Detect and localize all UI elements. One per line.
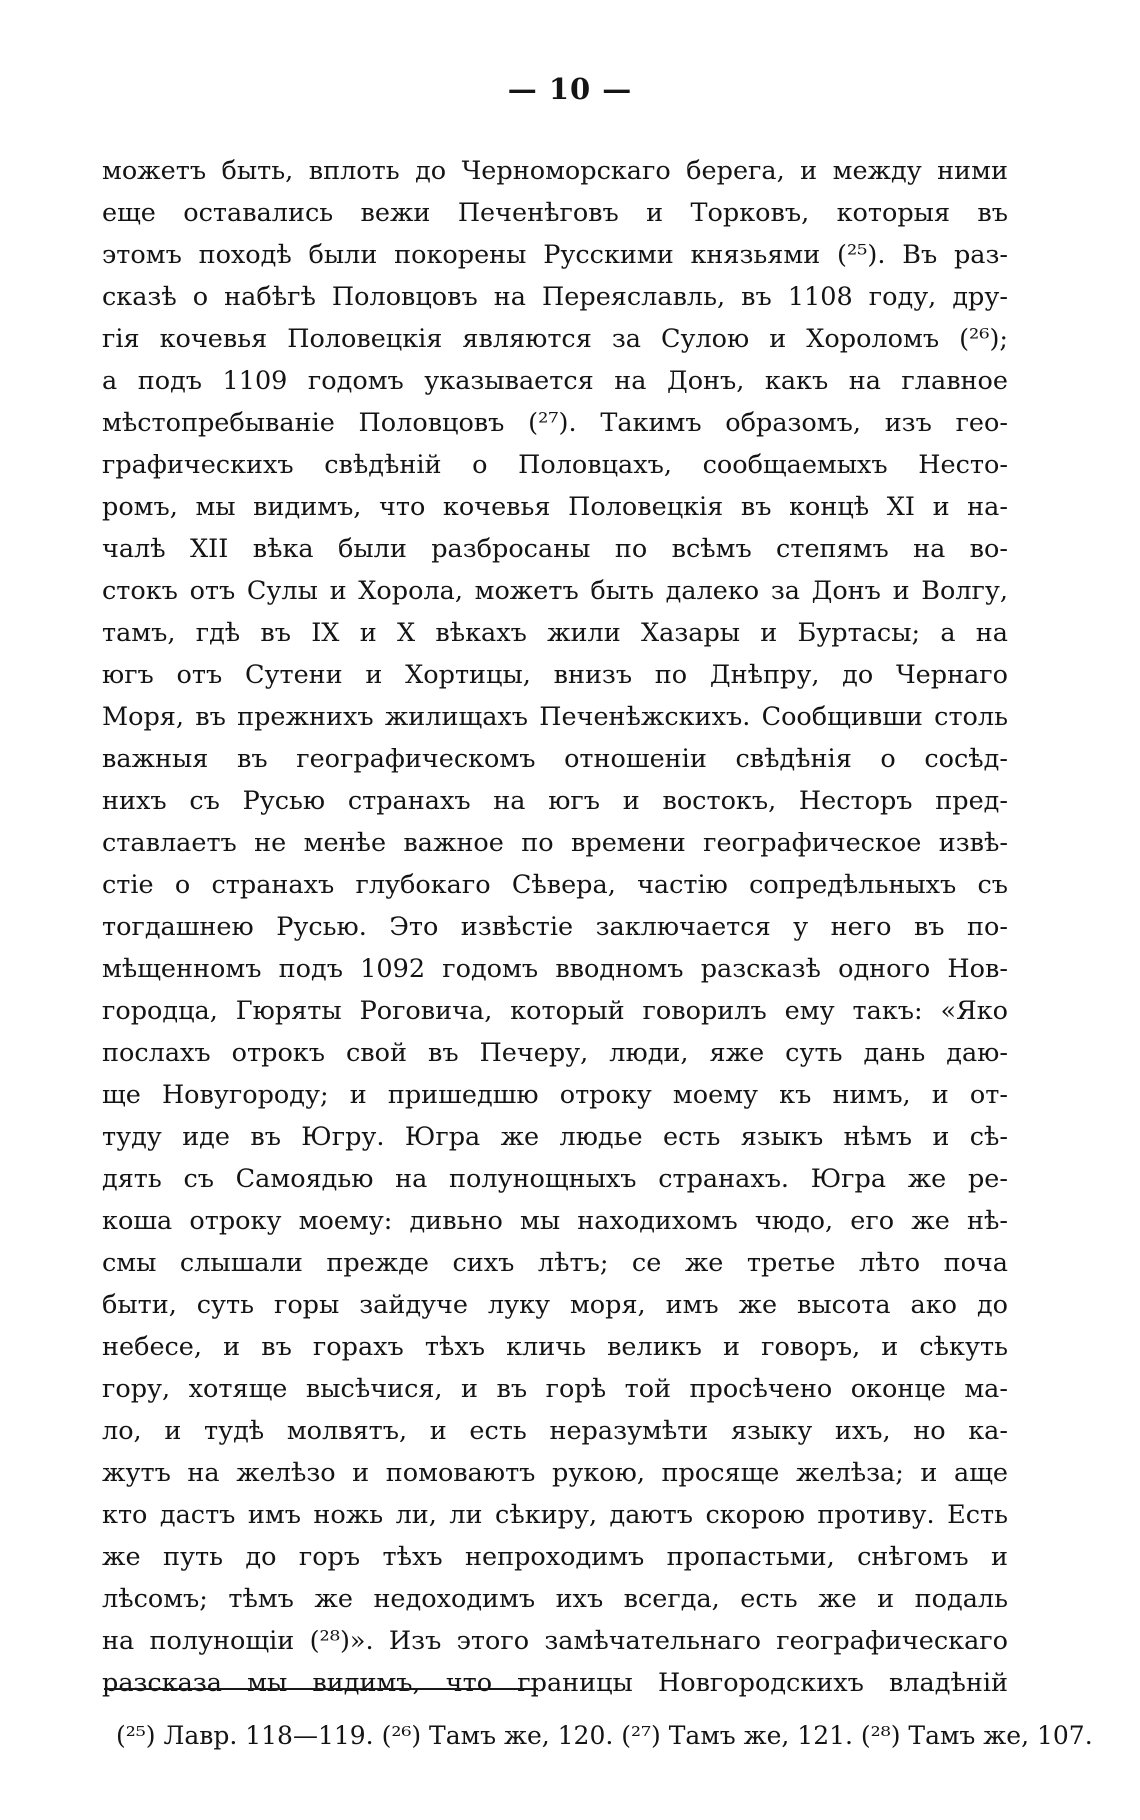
- text-line: дять съ Самоядью на полунощныхъ странахъ. Югра же ре-: [102, 1164, 1008, 1194]
- footnote-divider: [104, 1688, 538, 1690]
- text-line: нихъ съ Русью странахъ на югъ и востокъ, Несторъ пред-: [102, 786, 1008, 816]
- text-line: на полунощіи (²⁸)». Изъ этого замѣчательнаго географическаго: [102, 1626, 1008, 1656]
- text-line: этомъ походѣ были покорены Русскими князьями (²⁵). Въ раз-: [102, 240, 1008, 270]
- text-line: гія кочевья Половецкія являются за Сулою и Хороломъ (²⁶);: [102, 324, 1008, 354]
- text-line: ло, и тудѣ молвятъ, и есть неразумѣти языку ихъ, но ка-: [102, 1416, 1008, 1446]
- text-line: тамъ, гдѣ въ IX и X вѣкахъ жили Хазары и Буртасы; а на: [102, 618, 1008, 648]
- text-line: мѣстопребываніе Половцовъ (²⁷). Такимъ образомъ, изъ гео-: [102, 408, 1008, 438]
- page-number: — 10 —: [507, 72, 633, 106]
- text-line: коша отроку моему: дивьно мы находихомъ чюдо, его же нѣ-: [102, 1206, 1008, 1236]
- text-line: лѣсомъ; тѣмъ же недоходимъ ихъ всегда, есть же и подаль: [102, 1584, 1008, 1614]
- text-line: тогдашнею Русью. Это извѣстіе заключается у него въ по-: [102, 912, 1008, 942]
- text-line: городца, Гюряты Роговича, который говорилъ ему такъ: «Яко: [102, 996, 1008, 1026]
- text-line: а подъ 1109 годомъ указывается на Донъ, какъ на главное: [102, 366, 1008, 396]
- text-line: ромъ, мы видимъ, что кочевья Половецкія въ концѣ XI и на-: [102, 492, 1008, 522]
- text-line: чалѣ XII вѣка были разбросаны по всѣмъ степямъ на во-: [102, 534, 1008, 564]
- text-line: сказѣ о набѣгѣ Половцовъ на Переяславль, въ 1108 году, дру-: [102, 282, 1008, 312]
- body-text: [102, 150, 1008, 1704]
- text-line: важныя въ географическомъ отношеніи свѣдѣнія о сосѣд-: [102, 744, 1008, 774]
- text-line: ставлаетъ не менѣе важное по времени географическое извѣ-: [102, 828, 1008, 858]
- text-line: кто дастъ имъ ножь ли, ли сѣкиру, даютъ скорою противу. Есть: [102, 1500, 1008, 1530]
- text-line: югъ отъ Сутени и Хортицы, внизъ по Днѣпру, до Чернаго: [102, 660, 1008, 690]
- text-line: стокъ отъ Сулы и Хорола, можетъ быть далеко за Донъ и Волгу,: [102, 576, 1008, 606]
- text-line: графическихъ свѣдѣній о Половцахъ, сообщаемыхъ Несто-: [102, 450, 1008, 480]
- text-line: мѣщенномъ подъ 1092 годомъ вводномъ разсказѣ одного Нов-: [102, 954, 1008, 984]
- text-line: стіе о странахъ глубокаго Сѣвера, частію сопредѣльныхъ съ: [102, 870, 1008, 900]
- text-line: быти, суть горы зайдуче луку моря, имъ же высота ако до: [102, 1290, 1008, 1320]
- text-line: можетъ быть, вплоть до Черноморскаго берега, и между ними: [102, 156, 1008, 186]
- text-line: же путь до горъ тѣхъ непроходимъ пропастьми, снѣгомъ и: [102, 1542, 1008, 1572]
- text-line: еще оставались вежи Печенѣговъ и Торковъ, которыя въ: [102, 198, 1008, 228]
- text-line: разсказа мы видимъ, что границы Новгородскихъ владѣній: [102, 1668, 1008, 1698]
- text-line: ще Новугороду; и пришедшю отроку моему къ нимъ, и от-: [102, 1080, 1008, 1110]
- text-line: гору, хотяще высѣчися, и въ горѣ той просѣчено оконце ма-: [102, 1374, 1008, 1404]
- text-line: смы слышали прежде сихъ лѣтъ; се же третье лѣто поча: [102, 1248, 1008, 1278]
- text-line: жутъ на желѣзо и помоваютъ рукою, просяще желѣза; и аще: [102, 1458, 1008, 1488]
- text-line: небесе, и въ горахъ тѣхъ кличь великъ и говоръ, и сѣкуть: [102, 1332, 1008, 1362]
- text-line: послахъ отрокъ свой въ Печеру, люди, яже суть дань даю-: [102, 1038, 1008, 1068]
- text-line: Моря, въ прежнихъ жилищахъ Печенѣжскихъ. Сообщивши столь: [102, 702, 1008, 732]
- footnotes: (²⁵) Лавр. 118—119. (²⁶) Тамъ же, 120. (²⁷) Тамъ же, 121. (²⁸) Тамъ же, 107.: [116, 1721, 1093, 1750]
- text-line: туду иде въ Югру. Югра же людье есть языкъ нѣмъ и сѣ-: [102, 1122, 1008, 1152]
